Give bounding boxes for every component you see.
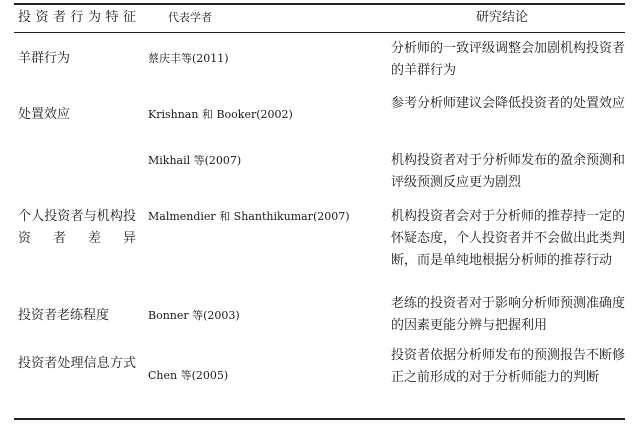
conclusion-cell: 投资者依据分析师发布的预测报告不断修正之前形成的对于分析师能力的判断 — [391, 348, 626, 385]
conclusion-cell: 参考分析师建议会降低投资者的处置效应 — [391, 96, 626, 111]
table-top-rule — [14, 3, 625, 5]
scholar-cell: Krishnan 和 Booker(2002) — [148, 108, 293, 121]
conclusion-cell: 机构投资者会对于分析师的推荐持一定的怀疑态度，个人投资者并不会做出此类判断，而是单纯地根据分析师的推荐行动 — [391, 209, 626, 268]
scholar-cell: Bonner 等(2003) — [148, 309, 240, 322]
conclusion-cell: 机构投资者对于分析师发布的盈余预测和评级预测反应更为剧烈 — [391, 153, 626, 190]
feature-individual-vs-institutional: 个人投资者与机构投资者差异 — [18, 209, 136, 246]
header-representative-scholars: 代表学者 — [168, 11, 212, 24]
scholar-cell: 蔡庆丰等(2011) — [148, 52, 229, 65]
feature-disposition-effect: 处置效应 — [18, 107, 71, 122]
table-bottom-rule — [14, 418, 625, 420]
feature-information-processing: 投资者处理信息方式 — [18, 356, 136, 371]
header-research-conclusion: 研究结论 — [475, 10, 528, 25]
scholar-cell: Malmendier 和 Shanthikumar(2007) — [148, 210, 350, 223]
header-investor-behavior: 投资者行为特征 — [18, 10, 136, 25]
conclusion-cell: 分析师的一致评级调整会加剧机构投资者的羊群行为 — [391, 41, 626, 78]
scholar-cell: Chen 等(2005) — [148, 369, 229, 382]
conclusion-cell: 老练的投资者对于影响分析师预测准确度的因素更能分辨与把握利用 — [391, 296, 626, 333]
scholar-cell: Mikhail 等(2007) — [148, 154, 242, 167]
table-header-rule — [14, 32, 625, 33]
feature-herding: 羊群行为 — [18, 51, 71, 66]
feature-investor-sophistication: 投资者老练程度 — [18, 308, 110, 323]
